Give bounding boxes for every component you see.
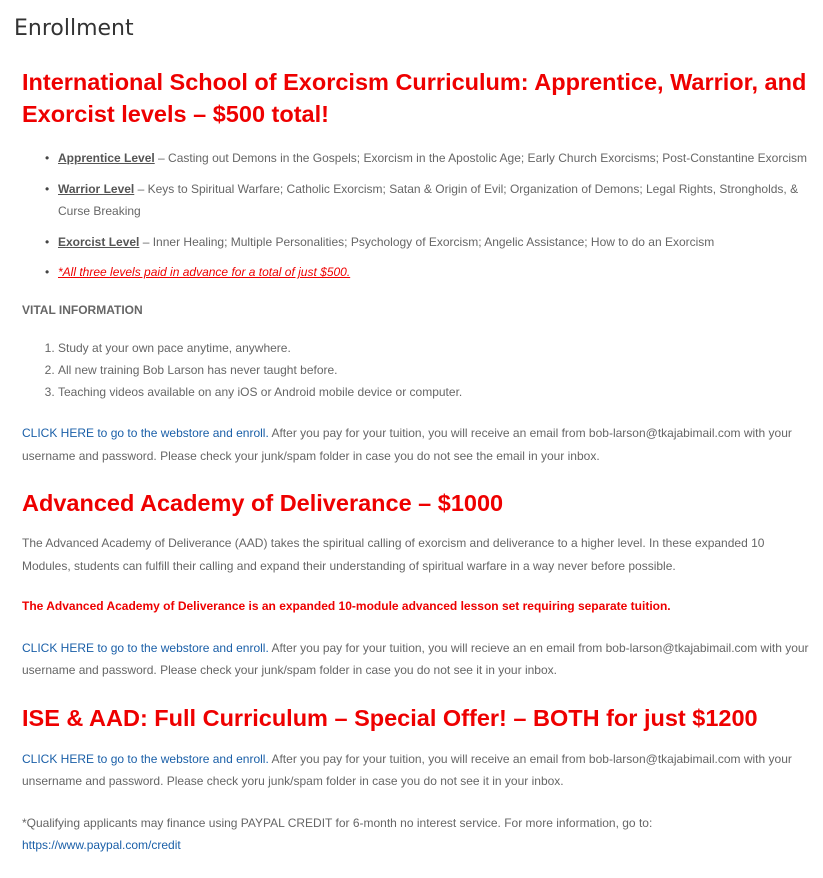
vital-info-list bbox=[22, 337, 812, 403]
prepay-note: *All three levels paid in advance for a total of just $500. bbox=[58, 265, 351, 279]
page-title: Enrollment bbox=[14, 16, 134, 41]
aad-tuition-note: The Advanced Academy of Deliverance is an expanded 10-module advanced lesson set requiring separate tuition. bbox=[22, 599, 671, 613]
aad-enroll-instructions: After you pay for your tuition, you will recieve an en email from bob-larson@tkajabimail.com with your username and password. Please check your junk/spam folder in case you do not see it in your inbox. bbox=[22, 640, 809, 677]
apprentice-level-desc: – Casting out Demons in the Gospels; Exorcism in the Apostolic Age; Early Church Exorcisms; Post-Constantine Exorcism bbox=[154, 151, 807, 165]
list-item bbox=[58, 178, 812, 222]
paypal-credit-link[interactable]: https://www.paypal.com/credit bbox=[22, 838, 181, 852]
ise-enroll-instructions: After you pay for your tuition, you will receive an email from bob-larson@tkajabimail.com with your username and password. Please check your junk/spam folder in case you do not see the email in your inbox. bbox=[22, 426, 792, 463]
list-item: 3. Teaching videos available on any iOS or Android mobile device or computer. bbox=[58, 381, 812, 403]
ise-heading: International School of Exorcism Curriculum: Apprentice, Warrior, and Exorcist levels – $500 total! bbox=[22, 69, 807, 127]
warrior-level-label: Warrior Level bbox=[58, 182, 135, 196]
ise-webstore-link[interactable]: CLICK HERE to go to the webstore and enroll. bbox=[22, 426, 269, 440]
exorcist-level-desc: – Inner Healing; Multiple Personalities; Psychology of Exorcism; Angelic Assistance; How to do an Exorcism bbox=[139, 235, 715, 249]
combo-heading: ISE & AAD: Full Curriculum – Special Offer! – BOTH for just $1200 bbox=[22, 704, 758, 731]
list-item bbox=[58, 147, 812, 169]
combo-enroll-instructions: After you pay for your tuition, you will receive an email from bob-larson@tkajabimail.com with your unsername and password. Please check yoru junk/spam folder in case you do not see it in your inbox. bbox=[22, 751, 792, 788]
aad-heading: Advanced Academy of Deliverance – $1000 bbox=[22, 490, 504, 516]
combo-enroll-paragraph bbox=[22, 748, 812, 793]
list-item bbox=[58, 261, 812, 283]
ise-levels-list bbox=[22, 147, 812, 283]
finance-note-text: *Qualifying applicants may finance using PAYPAL CREDIT for 6-month no interest service. For more information, go to: bbox=[22, 815, 653, 830]
aad-enroll-paragraph bbox=[22, 637, 812, 682]
list-item bbox=[58, 231, 812, 253]
aad-webstore-link[interactable]: CLICK HERE to go to the webstore and enroll. bbox=[22, 640, 269, 655]
main-content bbox=[22, 66, 812, 857]
combo-webstore-link[interactable]: CLICK HERE to go to the webstore and enroll. bbox=[22, 751, 269, 766]
ise-enroll-paragraph bbox=[22, 422, 812, 467]
vital-info-heading: VITAL INFORMATION bbox=[22, 303, 143, 317]
apprentice-level-label: Apprentice Level bbox=[58, 151, 155, 165]
finance-note bbox=[22, 812, 812, 857]
aad-description: The Advanced Academy of Deliverance (AAD) takes the spiritual calling of exorcism and deliverance to a higher level. In these expanded 10 Modules, students can fulfill their calling and expand their understanding of spiritual warfare in a way never before possible. bbox=[22, 536, 765, 573]
warrior-level-desc: – Keys to Spiritual Warfare; Catholic Exorcism; Satan & Origin of Evil; Organization of Demons; Legal Rights, Strongholds, & Curse Breaking bbox=[58, 182, 799, 218]
list-item: 2. All new training Bob Larson has never taught before. bbox=[58, 359, 812, 381]
list-item: 1. Study at your own pace anytime, anywhere. bbox=[58, 337, 812, 359]
exorcist-level-label: Exorcist Level bbox=[58, 235, 140, 249]
